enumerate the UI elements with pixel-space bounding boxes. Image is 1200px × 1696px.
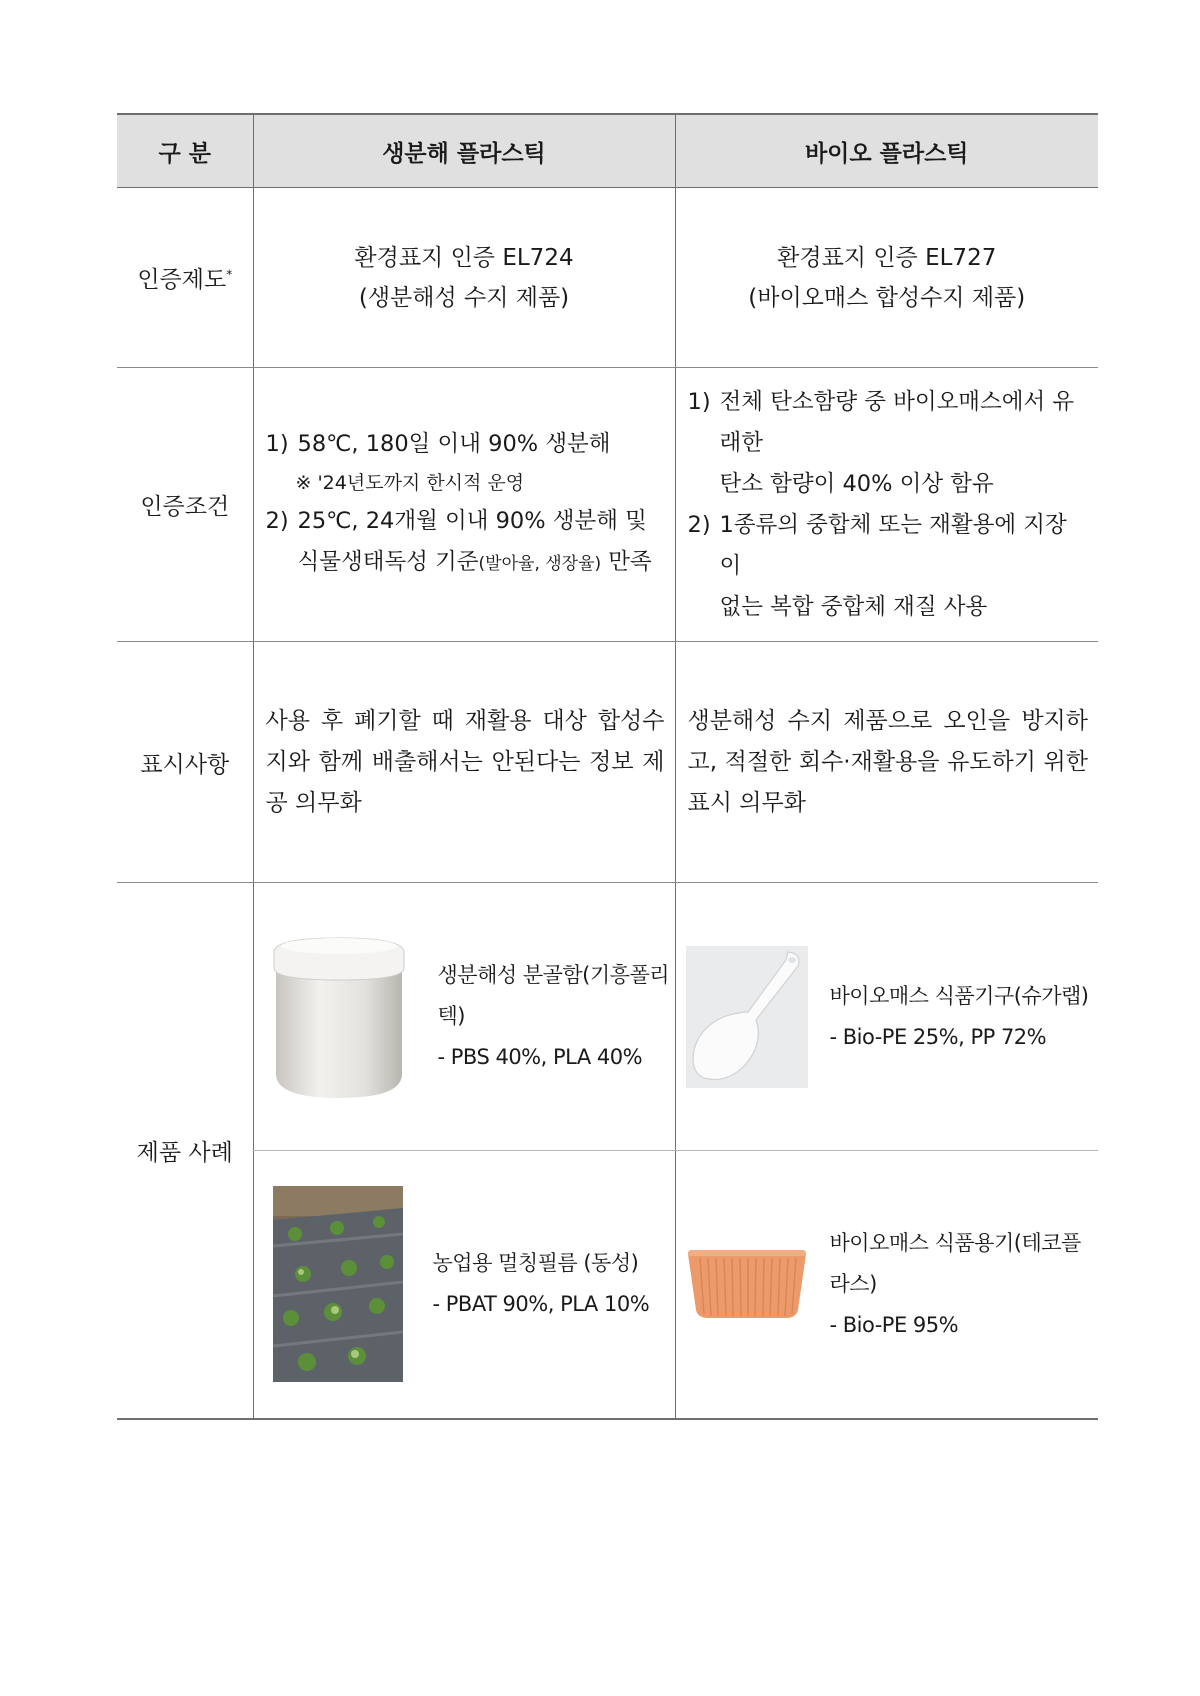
condition-item: 1종류의 중합체 또는 재활용에 지장이 xyxy=(719,511,1067,579)
header-biodegradable: 생분해 플라스틱 xyxy=(253,114,675,188)
example-cell xyxy=(675,883,1098,1151)
list-number: 1) xyxy=(265,431,289,457)
orange-food-container-image xyxy=(686,1248,808,1320)
cert-bio-line2: (바이오매스 합성수지 제품) xyxy=(748,284,1026,311)
examples-label: 제품 사례 xyxy=(117,883,253,1419)
example-name: 바이오매스 식품기구(슈가랩) xyxy=(829,983,1089,1008)
cert-bd-line2: (생분해성 수지 제품) xyxy=(358,284,570,311)
rice-paddle-image xyxy=(686,946,808,1088)
comparison-table xyxy=(117,113,1098,1420)
certification-bio xyxy=(675,188,1098,368)
labeling-label: 표시사항 xyxy=(117,642,253,883)
example-cell xyxy=(675,1151,1098,1419)
labeling-biodegradable: 사용 후 폐기할 때 재활용 대상 합성수지와 함께 배출해서는 안된다는 정보 제공 의무화 xyxy=(253,642,675,883)
labeling-bio: 생분해성 수지 제품으로 오인을 방지하고, 적절한 회수·재활용을 유도하기 위한 표시 의무화 xyxy=(675,642,1098,883)
example-cell xyxy=(253,1151,675,1419)
example-cell xyxy=(253,883,675,1151)
condition-item: 전체 탄소함량 중 바이오매스에서 유래한 xyxy=(719,388,1075,456)
condition-item: 58℃, 180일 이내 90% 생분해 xyxy=(297,431,611,457)
header-row xyxy=(117,114,1098,188)
conditions-label: 인증조건 xyxy=(117,368,253,642)
example-name: 생분해성 분골함(기흥폴리텍) xyxy=(437,963,670,1028)
condition-item-cont: 식물생태독성 기준(발아율, 생장율) 만족 xyxy=(297,549,652,575)
example-material: - PBAT 90%, PLA 10% xyxy=(432,1292,650,1317)
list-number: 2) xyxy=(687,511,711,538)
cert-bio-line1: 환경표지 인증 EL727 xyxy=(777,244,997,271)
footnote-mark: * xyxy=(226,267,233,282)
example-text xyxy=(830,976,1089,1058)
examples-row-2 xyxy=(117,1151,1098,1419)
examples-row-1 xyxy=(117,883,1098,1151)
example-material: - Bio-PE 95% xyxy=(829,1312,959,1337)
example-text xyxy=(830,1223,1099,1346)
example-text xyxy=(433,1243,650,1325)
conditions-biodegradable xyxy=(253,368,675,642)
mulching-film-field-image xyxy=(273,1186,403,1382)
header-category: 구 분 xyxy=(117,114,253,188)
certification-row xyxy=(117,188,1098,368)
conditions-row xyxy=(117,368,1098,642)
condition-item: 25℃, 24개월 이내 90% 생분해 및 xyxy=(297,508,647,534)
example-name: 바이오매스 식품용기(테코플라스) xyxy=(829,1230,1081,1296)
certification-label: 인증제도* xyxy=(117,188,253,368)
condition-item-cont: 없는 복합 중합체 재질 사용 xyxy=(719,593,988,620)
list-number: 1) xyxy=(687,388,711,415)
example-material: - Bio-PE 25%, PP 72% xyxy=(829,1024,1047,1049)
white-urn-container-image xyxy=(264,932,414,1102)
example-name: 농업용 멀칭필름 (동성) xyxy=(432,1251,639,1276)
list-number: 2) xyxy=(265,508,289,534)
header-bio: 바이오 플라스틱 xyxy=(675,114,1098,188)
example-text xyxy=(438,955,675,1078)
cert-bd-line1: 환경표지 인증 EL724 xyxy=(354,244,574,271)
certification-biodegradable xyxy=(253,188,675,368)
condition-note: ※ '24년도까지 한시적 운영 xyxy=(295,472,525,494)
condition-item-cont: 탄소 함량이 40% 이상 함유 xyxy=(719,470,994,497)
labeling-row xyxy=(117,642,1098,883)
conditions-bio xyxy=(675,368,1098,642)
example-material: - PBS 40%, PLA 40% xyxy=(437,1045,643,1069)
